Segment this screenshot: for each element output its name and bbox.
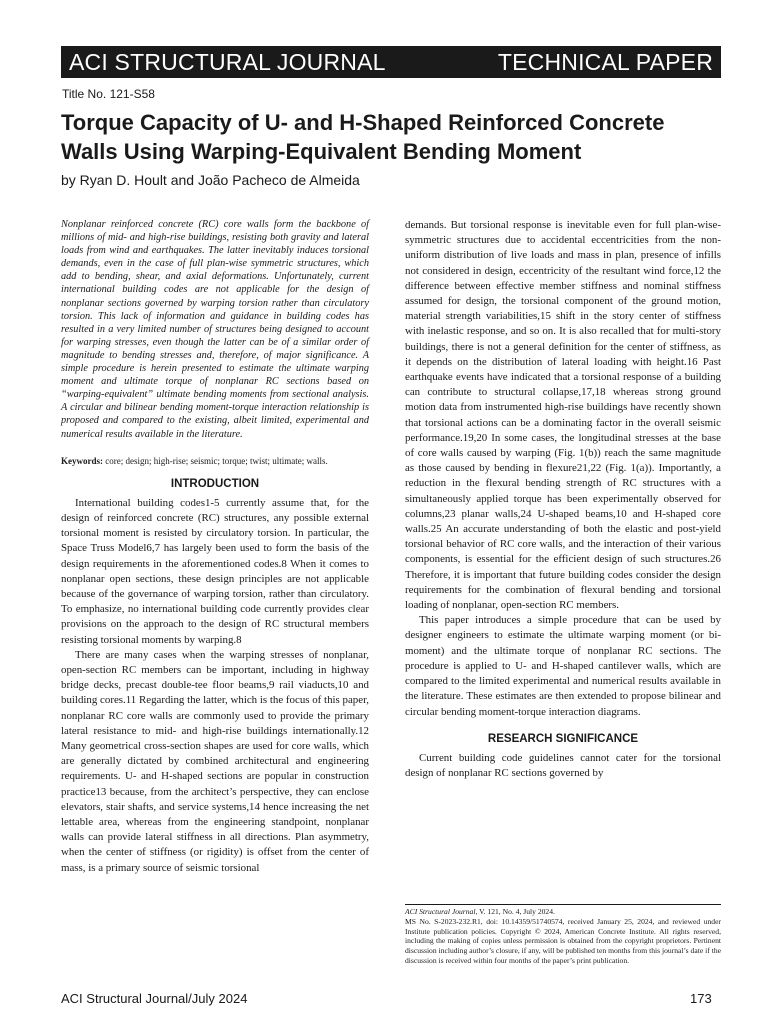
- abstract: Nonplanar reinforced concrete (RC) core walls form the backbone of millions of mid- and high-rise buildings, resisting both gravity and lateral loads from wind and earthquakes. The latter inevitably induces torsional demands, even in the case of full plan-wise symmetric structures, which add to bending, shear, and axial deformations. Unfortunately, current international building codes are not applicable for the design of nonplanar sections governed by warping torsion rather than circulatory torsion. This lack of information and guidance in building codes has resulted in a very limited number of structures being designed to account for warping stresses, even though the latter can be of a similar order of magnitude to bending stresses and, therefore, of major significance. A simple procedure is herein presented to estimate the ultimate warping moment and ultimate torque of nonplanar RC sections based on “warping-equivalent” ultimate bending moments from sectional analysis. A circular and bilinear bending moment-torque interaction relationship is proposed and compared to the existing, albeit limited, experimental and numerical results available in the literature.: [61, 219, 369, 440]
- paper-title: [61, 108, 721, 166]
- authors: by Ryan D. Hoult and João Pacheco de Almeida: [61, 172, 360, 188]
- introduction-paragraph-2: There are many cases when the warping stresses of nonplanar, open-section RC members can be important, including in highway bridge decks, precast double-tee floor beams,9 rail viaducts,10 and building cores.11 Regarding the latter, which is the focus of this paper, nonplanar RC core walls are commonly used to provide the primary lateral resistance to mid- and high-rise buildings internationally.12 Many geometrical cross-section shapes are used for core walls, which are generally dictated by combined architectural and engineering requirements. U- and H-shaped sections are popular in construction practice13 because, from the architect’s perspective, they can enclose elevators, stair shafts, and service systems,14 hence increasing the net lettable area, whereas from the engineering standpoint, nonplanar walls can provide lateral stiffness in all directions. Plan asymmetry, when the center of stiffness (or rigidity) is offset from the center of mass, is a primary source of seismic torsional: [61, 648, 369, 874]
- paper-title-line-1: Torque Capacity of U- and H-Shaped Reinforced Concrete: [61, 110, 665, 135]
- introduction-paragraph-1: International building codes1-5 currently assume that, for the design of reinforced concrete (RC) structures, any possible external torsional moment is resisted by circulatory torsion. In particular, the Space Truss Model6,7 has largely been used to form the basis of the design requirements in the aforementioned codes.8 When it comes to nonplanar open sections, these design principles are not applicable because of the governance of warping torsion, rather than circulatory. To emphasize, no international building code currently provides clear provisions on the approach to the design of RC structural members resisting torsional moments by warping.8: [61, 496, 369, 646]
- keywords-label: Keywords:: [61, 455, 103, 466]
- right-paragraph-2: This paper introduces a simple procedure that can be used by designer engineers to estimate the ultimate warping moment (or bi-moment) and the ultimate torque of nonplanar RC sections. The procedure is applied to U- and H-shaped cantilever walls, which are compared to the limited experimental and numerical results available in the literature. These estimates are then extended to propose bilinear and circular bending moment-torque interaction diagrams.: [405, 614, 721, 718]
- journal-name: ACI STRUCTURAL JOURNAL: [69, 48, 386, 75]
- research-significance-heading: RESEARCH SIGNIFICANCE: [487, 732, 639, 745]
- title-number: Title No. 121-S58: [62, 87, 155, 101]
- footnote-journal-line: [405, 907, 721, 917]
- journal-banner: [61, 46, 721, 78]
- publication-footnote: [405, 904, 721, 966]
- research-significance-paragraph: Current building code guidelines cannot cater for the torsional design of nonplanar RC sections governed by: [405, 751, 721, 780]
- footnote-body: MS No. S-2023-232.R1, doi: 10.14359/51740574, received January 25, 2024, and reviewed under Institute publication policies. Copyright © 2024, American Concrete Institute. All rights reserved, including the making of copies unless permission is obtained from the copyright proprietors. Pertinent discussion including author’s closure, if any, will be published ten months from this journal’s date if the discussion is received within four months of the paper’s print publication.: [405, 916, 721, 965]
- keywords: [61, 455, 369, 467]
- footnote-journal-rest: , V. 121, No. 4, July 2024.: [475, 907, 555, 916]
- footnote-journal-ref: ACI Structural Journal: [405, 907, 476, 916]
- page-number: 173: [690, 991, 712, 1006]
- keywords-text: core; design; high-rise; seismic; torque; twist; ultimate; walls.: [103, 455, 328, 466]
- left-column: [61, 218, 369, 876]
- paper-title-line-2: Walls Using Warping-Equivalent Bending Moment: [61, 139, 582, 164]
- introduction-heading: INTRODUCTION: [170, 477, 260, 490]
- right-column: [405, 218, 721, 781]
- section-label: TECHNICAL PAPER: [497, 48, 713, 75]
- right-paragraph-1: demands. But torsional response is inevitable even for full plan-wise-symmetric structures due to accidental eccentricities from the non-uniform distribution of live loads and mass in plan, presence of infills not considered in design, eccentricity of the resultant wind force,12 the difference between effective member stiffness and nominal stiffness assumed for design, the torsional component of the ground motion, material strength variabilities,15 shift in the story center of stiffness with inelastic response, and so on. It is also recalled that for multi-story buildings, there is not a general definition for the center of stiffness, as it depends on the distribution of lateral loading with height.16 Past earthquake events have indicated that a torsional response of a building can contribute to structural collapse,17,18 whereas strong ground motion data from instrumented high-rise buildings have recently shown that torsional actions can be a dominating factor in the overall seismic performance.19,20 In some cases, the longitudinal stresses at the base of core walls caused by warping (Fig. 1(b)) reach the same magnitude as those caused by bending in flexure21,22 (Fig. 1(a)). Importantly, a reduction in the flexural bending strength of RC structures with a simultaneously applied torque has been experimentally observed for columns,23 planar walls,24 U-shaped beams,10 and H-shaped core walls.25 An accurate understanding of both the elastic and post-yield torsional behavior of RC core walls, and the interaction of their various components, is essential for the efficient design of such structures.26 Therefore, it is important that future building codes consider the design requirements for the combination of flexural bending and torsional loading of nonplanar, open-section RC members.: [405, 219, 721, 612]
- footer-journal: ACI Structural Journal/July 2024: [61, 991, 248, 1006]
